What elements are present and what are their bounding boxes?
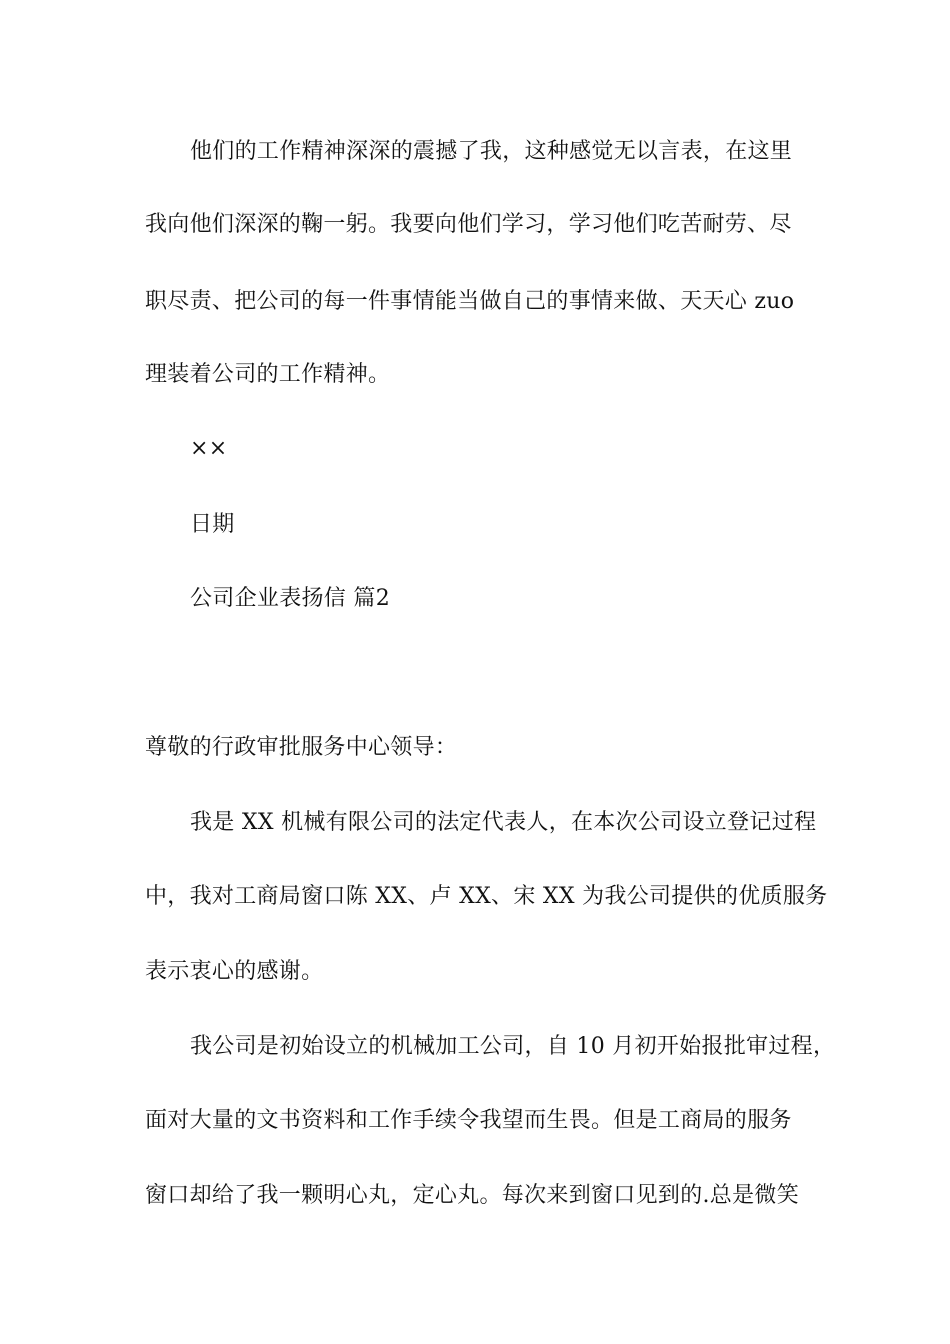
paragraph-3-line-2: 面对大量的文书资料和工作手续令我望而生畏。但是工商局的服务 bbox=[145, 1108, 792, 1133]
section-title: 公司企业表扬信 篇2 bbox=[190, 586, 390, 611]
paragraph-3-line-1: 我公司是初始设立的机械加工公司，自 10 月初开始报批审过程， bbox=[190, 1034, 836, 1059]
salutation: 尊敬的行政审批服务中心领导： bbox=[145, 735, 458, 760]
signature: ×× bbox=[190, 436, 228, 461]
paragraph-1-line-2: 我向他们深深的鞠一躬。我要向他们学习，学习他们吃苦耐劳、尽 bbox=[145, 212, 792, 237]
paragraph-2-line-1: 我是 XX 机械有限公司的法定代表人，在本次公司设立登记过程 bbox=[190, 810, 817, 835]
paragraph-1-line-4: 理装着公司的工作精神。 bbox=[145, 362, 391, 387]
paragraph-1-line-1: 他们的工作精神深深的震撼了我，这种感觉无以言表，在这里 bbox=[190, 139, 793, 164]
date-label: 日期 bbox=[190, 512, 235, 537]
paragraph-2-line-2: 中，我对工商局窗口陈 XX、卢 XX、宋 XX 为我公司提供的优质服务 bbox=[145, 884, 828, 909]
paragraph-2-line-3: 表示衷心的感谢。 bbox=[145, 959, 324, 984]
paragraph-1-line-3: 职尽责、把公司的每一件事情能当做自己的事情来做、天天心 zuo bbox=[145, 289, 795, 314]
paragraph-3-line-3: 窗口却给了我一颗明心丸，定心丸。每次来到窗口见到的.总是微笑 bbox=[145, 1183, 799, 1208]
